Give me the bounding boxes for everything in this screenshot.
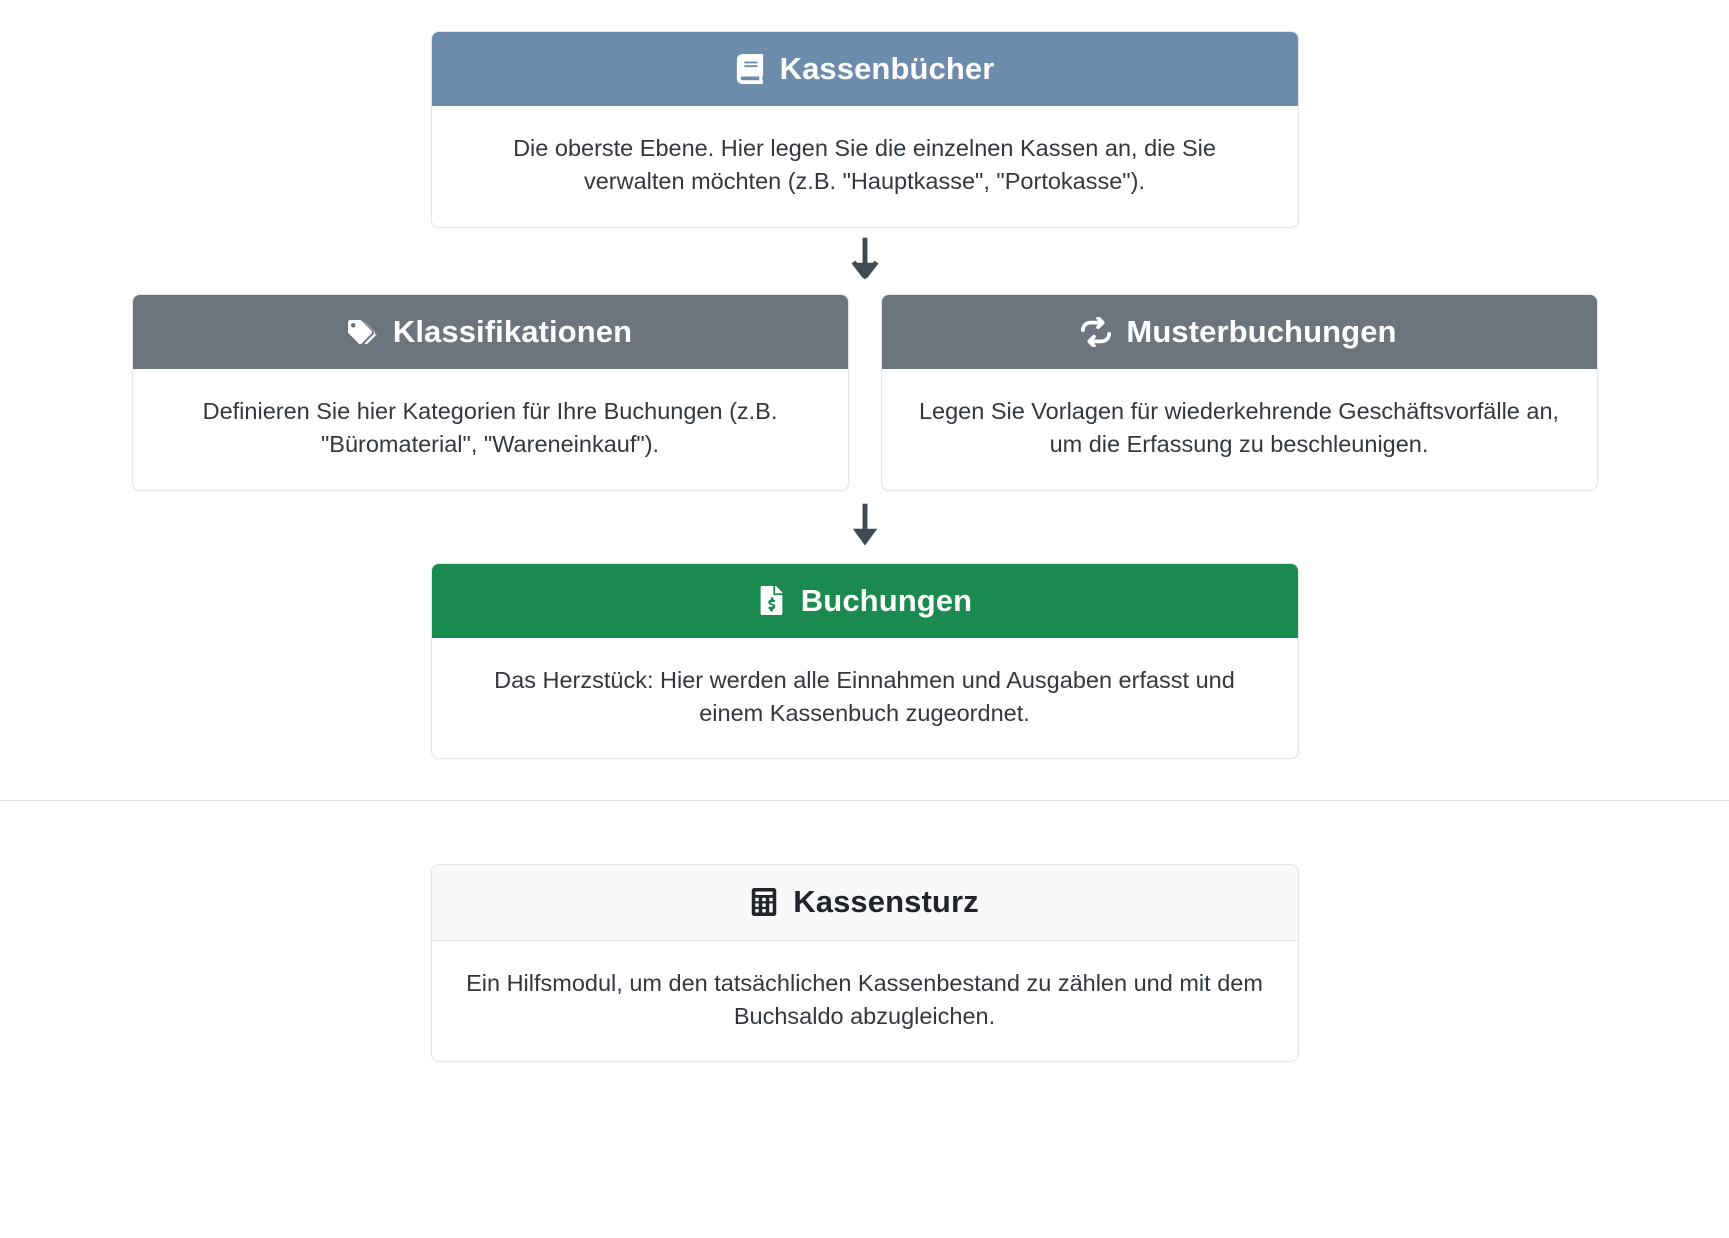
calculator-icon	[750, 888, 778, 916]
invoice-dollar-icon	[757, 586, 786, 615]
card-buchungen	[431, 563, 1299, 760]
card-header-kassensturz	[432, 865, 1298, 940]
card-title-klassifikationen: Klassifikationen	[392, 313, 633, 349]
tier-kassensturz	[431, 864, 1299, 1062]
book-icon	[735, 54, 765, 84]
card-header-musterbuchungen	[882, 295, 1597, 369]
arrow-down-icon	[847, 501, 883, 552]
tier-klassifikationen-musterbuchungen	[132, 294, 1598, 491]
card-header-buchungen	[432, 564, 1298, 638]
card-title-kassensturz: Kassensturz	[793, 884, 979, 920]
spacer	[0, 801, 1729, 864]
card-musterbuchungen	[881, 294, 1598, 491]
card-body-klassifikationen: Definieren Sie hier Kategorien für Ihre Buchungen (z.B. "Büromaterial", "Wareneinkauf").	[202, 397, 778, 458]
card-body-kassenbuecher: Die oberste Ebene. Hier legen Sie die einzelnen Kassen an, die Sie verwalten möchten (z.B. "Hauptkasse", "Portokasse").	[513, 135, 1216, 195]
tag-icon	[348, 317, 378, 347]
tier-kassenbuecher	[431, 31, 1299, 228]
arrow-down-icon	[847, 235, 883, 286]
card-kassensturz	[431, 864, 1299, 1062]
card-header-kassenbuecher	[432, 32, 1298, 106]
diagram-page	[0, 31, 1729, 1062]
tier-buchungen	[431, 563, 1299, 760]
card-klassifikationen	[132, 294, 849, 491]
card-body-buchungen: Das Herzstück: Hier werden alle Einnahmen und Ausgaben erfasst und einem Kassenbuch zugeordnet.	[494, 666, 1235, 727]
card-title-buchungen: Buchungen	[800, 582, 973, 618]
card-body-musterbuchungen: Legen Sie Vorlagen für wiederkehrende Geschäftsvorfälle an, um die Erfassung zu beschleunigen.	[918, 397, 1560, 458]
card-title-musterbuchungen: Musterbuchungen	[1126, 313, 1397, 349]
card-kassenbuecher	[431, 31, 1299, 228]
card-header-klassifikationen	[133, 295, 848, 369]
card-title-kassenbuecher: Kassenbücher	[779, 51, 995, 86]
card-body-kassensturz: Ein Hilfsmodul, um den tatsächlichen Kassenbestand zu zählen und mit dem Buchsaldo abzugleichen.	[466, 969, 1263, 1029]
connector-arrow-1	[0, 228, 1729, 294]
repeat-icon	[1081, 317, 1111, 347]
connector-arrow-2	[0, 491, 1729, 563]
